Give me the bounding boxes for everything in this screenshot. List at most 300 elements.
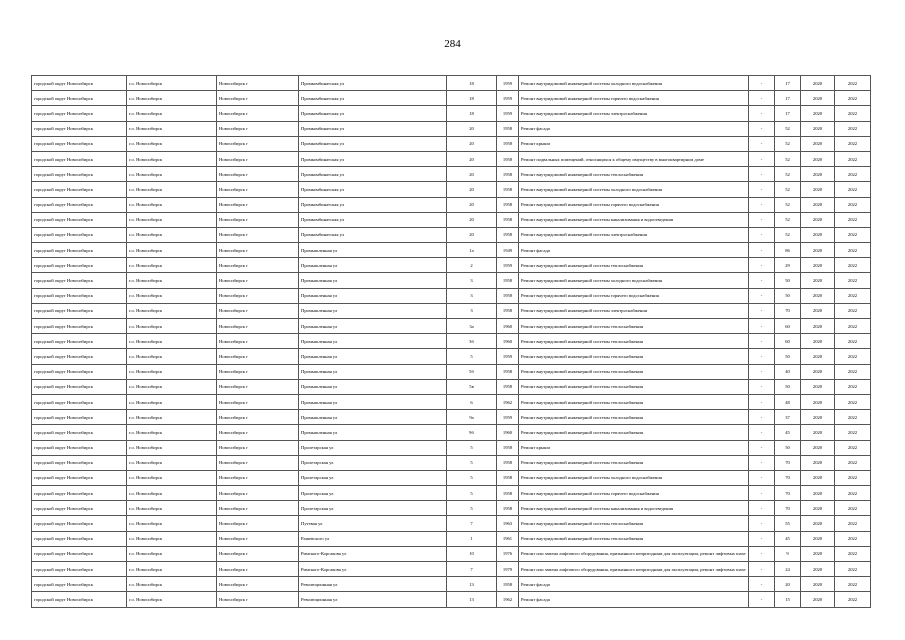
cell-settlement: Новосибирск г: [217, 182, 299, 197]
cell-work-type: Ремонт фасада: [519, 577, 749, 592]
cell-cost: 45: [775, 531, 801, 546]
cell-build-year: 1976: [497, 546, 519, 561]
cell-funding: -: [749, 531, 775, 546]
cell-house-number: 5: [447, 470, 497, 485]
table-row: [32, 562, 871, 577]
cell-settlement: Новосибирск г: [217, 516, 299, 531]
cell-start-year: 2020: [801, 394, 835, 409]
cell-street: Промышленная ул: [299, 410, 447, 425]
cell-funding: -: [749, 258, 775, 273]
cell-municipal-district: городской округ Новосибирск: [32, 303, 127, 318]
cell-work-type: Ремонт внутридомовой инженерной системы холодного водоснабжения: [519, 470, 749, 485]
cell-house-number: 5: [447, 501, 497, 516]
cell-cost: 29: [775, 258, 801, 273]
cell-start-year: 2020: [801, 303, 835, 318]
cell-funding: -: [749, 440, 775, 455]
cell-cost: 70: [775, 303, 801, 318]
cell-municipal-district: городской округ Новосибирск: [32, 592, 127, 607]
cell-house-number: 20: [447, 182, 497, 197]
cell-street: Пролетарская ул: [299, 501, 447, 516]
cell-build-year: 1958: [497, 136, 519, 151]
table-row: [32, 592, 871, 607]
cell-end-year: 2022: [835, 136, 871, 151]
cell-municipal-district: городской округ Новосибирск: [32, 76, 127, 91]
cell-start-year: 2020: [801, 364, 835, 379]
cell-street: Промкомбинатская ул: [299, 182, 447, 197]
cell-municipal-district: городской округ Новосибирск: [32, 470, 127, 485]
cell-cost: 52: [775, 136, 801, 151]
cell-start-year: 2020: [801, 288, 835, 303]
cell-house-number: 10: [447, 546, 497, 561]
cell-municipality: г.о. Новосибирск: [127, 106, 217, 121]
cell-municipality: г.о. Новосибирск: [127, 334, 217, 349]
cell-street: Промкомбинатская ул: [299, 91, 447, 106]
cell-municipality: г.о. Новосибирск: [127, 197, 217, 212]
cell-end-year: 2022: [835, 455, 871, 470]
table-row: [32, 319, 871, 334]
cell-cost: 52: [775, 121, 801, 136]
table-row: [32, 349, 871, 364]
cell-house-number: 3б: [447, 334, 497, 349]
cell-municipality: г.о. Новосибирск: [127, 136, 217, 151]
cell-work-type: Ремонт внутридомовой инженерной системы теплоснабжения: [519, 516, 749, 531]
table-row: [32, 516, 871, 531]
cell-work-type: Ремонт внутридомовой инженерной системы канализования и водоотведения: [519, 212, 749, 227]
cell-street: Революционная ул: [299, 577, 447, 592]
cell-settlement: Новосибирск г: [217, 136, 299, 151]
table-row: [32, 501, 871, 516]
cell-house-number: 7: [447, 516, 497, 531]
cell-street: Промышленная ул: [299, 394, 447, 409]
cell-work-type: Ремонт внутридомовой инженерной системы теплоснабжения: [519, 379, 749, 394]
table-row: [32, 197, 871, 212]
cell-municipality: г.о. Новосибирск: [127, 394, 217, 409]
cell-cost: 70: [775, 455, 801, 470]
cell-street: Промкомбинатская ул: [299, 121, 447, 136]
cell-funding: -: [749, 197, 775, 212]
cell-build-year: 1959: [497, 349, 519, 364]
cell-street: Пролетарская ул: [299, 470, 447, 485]
cell-municipal-district: городской округ Новосибирск: [32, 182, 127, 197]
table-row: [32, 425, 871, 440]
cell-street: Промышленная ул: [299, 303, 447, 318]
cell-funding: -: [749, 349, 775, 364]
cell-house-number: 7: [447, 562, 497, 577]
cell-municipal-district: городской округ Новосибирск: [32, 319, 127, 334]
cell-house-number: 20: [447, 227, 497, 242]
cell-municipal-district: городской округ Новосибирск: [32, 364, 127, 379]
cell-build-year: 1958: [497, 212, 519, 227]
cell-build-year: 1962: [497, 394, 519, 409]
cell-funding: -: [749, 562, 775, 577]
cell-municipality: г.о. Новосибирск: [127, 379, 217, 394]
cell-municipal-district: городской округ Новосибирск: [32, 288, 127, 303]
cell-work-type: Ремонт внутридомовой инженерной системы электроснабжения: [519, 106, 749, 121]
cell-settlement: Новосибирск г: [217, 334, 299, 349]
cell-funding: -: [749, 151, 775, 166]
cell-cost: 17: [775, 91, 801, 106]
cell-end-year: 2022: [835, 121, 871, 136]
cell-cost: 15: [775, 592, 801, 607]
cell-settlement: Новосибирск г: [217, 121, 299, 136]
cell-settlement: Новосибирск г: [217, 319, 299, 334]
cell-settlement: Новосибирск г: [217, 531, 299, 546]
cell-municipal-district: городской округ Новосибирск: [32, 394, 127, 409]
cell-build-year: 1958: [497, 151, 519, 166]
table-row: [32, 394, 871, 409]
cell-work-type: Ремонт внутридомовой инженерной системы холодного водоснабжения: [519, 182, 749, 197]
cell-settlement: Новосибирск г: [217, 288, 299, 303]
cell-house-number: 5в: [447, 379, 497, 394]
cell-start-year: 2020: [801, 410, 835, 425]
cell-funding: -: [749, 470, 775, 485]
cell-work-type: Ремонт крыши: [519, 440, 749, 455]
cell-house-number: 3: [447, 288, 497, 303]
cell-municipal-district: городской округ Новосибирск: [32, 121, 127, 136]
cell-funding: -: [749, 288, 775, 303]
cell-settlement: Новосибирск г: [217, 486, 299, 501]
cell-municipality: г.о. Новосибирск: [127, 319, 217, 334]
cell-municipal-district: городской округ Новосибирск: [32, 455, 127, 470]
cell-house-number: 20: [447, 167, 497, 182]
cell-settlement: Новосибирск г: [217, 197, 299, 212]
cell-settlement: Новосибирск г: [217, 440, 299, 455]
cell-house-number: 3: [447, 303, 497, 318]
cell-work-type: Ремонт внутридомовой инженерной системы теплоснабжения: [519, 364, 749, 379]
cell-start-year: 2020: [801, 546, 835, 561]
cell-settlement: Новосибирск г: [217, 258, 299, 273]
cell-street: Промышленная ул: [299, 379, 447, 394]
cell-house-number: 5: [447, 440, 497, 455]
cell-street: Промкомбинатская ул: [299, 151, 447, 166]
cell-settlement: Новосибирск г: [217, 410, 299, 425]
table-row: [32, 258, 871, 273]
cell-build-year: 1958: [497, 197, 519, 212]
cell-start-year: 2020: [801, 562, 835, 577]
cell-work-type: Ремонт фасада: [519, 592, 749, 607]
cell-cost: 40: [775, 364, 801, 379]
cell-start-year: 2020: [801, 258, 835, 273]
cell-end-year: 2022: [835, 592, 871, 607]
cell-funding: -: [749, 91, 775, 106]
cell-street: Промкомбинатская ул: [299, 106, 447, 121]
cell-settlement: Новосибирск г: [217, 455, 299, 470]
cell-work-type: Ремонт крыши: [519, 136, 749, 151]
cell-start-year: 2020: [801, 121, 835, 136]
cell-start-year: 2020: [801, 243, 835, 258]
cell-end-year: 2022: [835, 562, 871, 577]
cell-settlement: Новосибирск г: [217, 349, 299, 364]
cell-funding: -: [749, 227, 775, 242]
cell-municipal-district: городской округ Новосибирск: [32, 516, 127, 531]
cell-cost: 50: [775, 379, 801, 394]
cell-funding: -: [749, 455, 775, 470]
cell-build-year: 1960: [497, 425, 519, 440]
cell-end-year: 2022: [835, 273, 871, 288]
cell-municipal-district: городской округ Новосибирск: [32, 258, 127, 273]
cell-municipal-district: городской округ Новосибирск: [32, 531, 127, 546]
table-row: [32, 243, 871, 258]
table-row: [32, 76, 871, 91]
cell-start-year: 2020: [801, 486, 835, 501]
cell-work-type: Ремонт внутридомовой инженерной системы канализования и водоотведения: [519, 501, 749, 516]
cell-funding: -: [749, 486, 775, 501]
table-row: [32, 151, 871, 166]
cell-build-year: 1958: [497, 379, 519, 394]
cell-municipality: г.о. Новосибирск: [127, 303, 217, 318]
cell-house-number: 20: [447, 151, 497, 166]
table-row: [32, 410, 871, 425]
cell-settlement: Новосибирск г: [217, 212, 299, 227]
cell-cost: 37: [775, 410, 801, 425]
table-row: [32, 531, 871, 546]
cell-start-year: 2020: [801, 440, 835, 455]
cell-end-year: 2022: [835, 334, 871, 349]
cell-funding: -: [749, 516, 775, 531]
table-row: [32, 455, 871, 470]
cell-house-number: 20: [447, 212, 497, 227]
cell-cost: 50: [775, 288, 801, 303]
table-row: [32, 106, 871, 121]
cell-street: Промышленная ул: [299, 319, 447, 334]
cell-end-year: 2022: [835, 76, 871, 91]
cell-street: Революционная ул: [299, 592, 447, 607]
cell-start-year: 2020: [801, 91, 835, 106]
cell-end-year: 2022: [835, 258, 871, 273]
cell-settlement: Новосибирск г: [217, 243, 299, 258]
cell-municipality: г.о. Новосибирск: [127, 258, 217, 273]
cell-settlement: Новосибирск г: [217, 394, 299, 409]
cell-house-number: 18: [447, 106, 497, 121]
cell-cost: 48: [775, 394, 801, 409]
cell-municipality: г.о. Новосибирск: [127, 151, 217, 166]
cell-funding: -: [749, 167, 775, 182]
cell-cost: 70: [775, 501, 801, 516]
cell-work-type: Ремонт внутридомовой инженерной системы горячего водоснабжения: [519, 486, 749, 501]
cell-municipality: г.о. Новосибирск: [127, 562, 217, 577]
cell-municipal-district: городской округ Новосибирск: [32, 425, 127, 440]
cell-street: Промышленная ул: [299, 243, 447, 258]
cell-settlement: Новосибирск г: [217, 91, 299, 106]
cell-build-year: 1959: [497, 410, 519, 425]
cell-settlement: Новосибирск г: [217, 562, 299, 577]
cell-settlement: Новосибирск г: [217, 592, 299, 607]
cell-house-number: 18: [447, 76, 497, 91]
cell-start-year: 2020: [801, 516, 835, 531]
cell-build-year: 1958: [497, 288, 519, 303]
cell-cost: 70: [775, 486, 801, 501]
cell-street: Промкомбинатская ул: [299, 167, 447, 182]
cell-end-year: 2022: [835, 212, 871, 227]
cell-start-year: 2020: [801, 227, 835, 242]
cell-work-type: Ремонт внутридомовой инженерной системы теплоснабжения: [519, 334, 749, 349]
cell-municipality: г.о. Новосибирск: [127, 243, 217, 258]
cell-build-year: 1958: [497, 455, 519, 470]
cell-end-year: 2022: [835, 440, 871, 455]
cell-end-year: 2022: [835, 379, 871, 394]
cell-build-year: 1960: [497, 334, 519, 349]
cell-settlement: Новосибирск г: [217, 379, 299, 394]
cell-municipality: г.о. Новосибирск: [127, 470, 217, 485]
cell-settlement: Новосибирск г: [217, 501, 299, 516]
cell-build-year: 1979: [497, 562, 519, 577]
cell-start-year: 2020: [801, 592, 835, 607]
cell-street: Промкомбинатская ул: [299, 136, 447, 151]
cell-work-type: Ремонт или замена лифтового оборудования, признанного непригодным для эксплуатации, ремонт лифтовых шахт: [519, 546, 749, 561]
cell-cost: 70: [775, 470, 801, 485]
cell-end-year: 2022: [835, 182, 871, 197]
table-row: [32, 288, 871, 303]
table-row: [32, 167, 871, 182]
cell-settlement: Новосибирск г: [217, 151, 299, 166]
cell-municipal-district: городской округ Новосибирск: [32, 151, 127, 166]
cell-build-year: 1958: [497, 486, 519, 501]
cell-cost: 60: [775, 334, 801, 349]
cell-house-number: 20: [447, 121, 497, 136]
cell-municipality: г.о. Новосибирск: [127, 91, 217, 106]
cell-cost: 24: [775, 562, 801, 577]
cell-build-year: 1958: [497, 167, 519, 182]
cell-start-year: 2020: [801, 212, 835, 227]
cell-street: Промышленная ул: [299, 258, 447, 273]
cell-cost: 52: [775, 227, 801, 242]
cell-house-number: 13: [447, 592, 497, 607]
cell-street: Промышленная ул: [299, 288, 447, 303]
cell-work-type: Ремонт внутридомовой инженерной системы теплоснабжения: [519, 425, 749, 440]
table-row: [32, 546, 871, 561]
cell-municipality: г.о. Новосибирск: [127, 501, 217, 516]
cell-work-type: Ремонт внутридомовой инженерной системы горячего водоснабжения: [519, 91, 749, 106]
cell-municipality: г.о. Новосибирск: [127, 577, 217, 592]
cell-settlement: Новосибирск г: [217, 425, 299, 440]
cell-municipality: г.о. Новосибирск: [127, 227, 217, 242]
cell-work-type: Ремонт внутридомовой инженерной системы теплоснабжения: [519, 349, 749, 364]
cell-street: Рашевского ул: [299, 531, 447, 546]
cell-house-number: 1: [447, 531, 497, 546]
cell-cost: 55: [775, 516, 801, 531]
cell-funding: -: [749, 379, 775, 394]
cell-end-year: 2022: [835, 577, 871, 592]
cell-start-year: 2020: [801, 106, 835, 121]
cell-settlement: Новосибирск г: [217, 273, 299, 288]
cell-work-type: Ремонт внутридомовой инженерной системы электроснабжения: [519, 227, 749, 242]
cell-build-year: 1958: [497, 364, 519, 379]
cell-funding: -: [749, 273, 775, 288]
cell-end-year: 2022: [835, 410, 871, 425]
cell-municipality: г.о. Новосибирск: [127, 410, 217, 425]
cell-work-type: Ремонт внутридомовой инженерной системы холодного водоснабжения: [519, 273, 749, 288]
cell-work-type: Ремонт или замена лифтового оборудования, признанного непригодным для эксплуатации, ремонт лифтовых шахт: [519, 562, 749, 577]
cell-municipal-district: городской округ Новосибирск: [32, 91, 127, 106]
cell-street: Пролетарская ул: [299, 486, 447, 501]
cell-cost: 86: [775, 243, 801, 258]
cell-municipality: г.о. Новосибирск: [127, 212, 217, 227]
table-row: [32, 121, 871, 136]
cell-end-year: 2022: [835, 243, 871, 258]
cell-funding: -: [749, 106, 775, 121]
cell-municipality: г.о. Новосибирск: [127, 349, 217, 364]
cell-house-number: 5: [447, 455, 497, 470]
cell-municipality: г.о. Новосибирск: [127, 121, 217, 136]
cell-funding: -: [749, 243, 775, 258]
cell-funding: -: [749, 501, 775, 516]
cell-cost: 52: [775, 212, 801, 227]
cell-start-year: 2020: [801, 319, 835, 334]
cell-build-year: 1960: [497, 319, 519, 334]
cell-municipality: г.о. Новосибирск: [127, 182, 217, 197]
cell-start-year: 2020: [801, 425, 835, 440]
cell-build-year: 1962: [497, 592, 519, 607]
cell-start-year: 2020: [801, 349, 835, 364]
cell-start-year: 2020: [801, 76, 835, 91]
cell-end-year: 2022: [835, 91, 871, 106]
cell-municipality: г.о. Новосибирск: [127, 425, 217, 440]
cell-cost: 52: [775, 151, 801, 166]
cell-municipal-district: городской округ Новосибирск: [32, 379, 127, 394]
cell-start-year: 2020: [801, 197, 835, 212]
cell-house-number: 3: [447, 273, 497, 288]
cell-street: Римского-Корсакова ул: [299, 546, 447, 561]
cell-end-year: 2022: [835, 106, 871, 121]
cell-end-year: 2022: [835, 319, 871, 334]
cell-municipality: г.о. Новосибирск: [127, 364, 217, 379]
cell-end-year: 2022: [835, 349, 871, 364]
cell-cost: 9: [775, 546, 801, 561]
cell-municipality: г.о. Новосибирск: [127, 288, 217, 303]
cell-house-number: 3а: [447, 319, 497, 334]
cell-end-year: 2022: [835, 167, 871, 182]
cell-municipal-district: городской округ Новосибирск: [32, 243, 127, 258]
table-row: [32, 470, 871, 485]
cell-build-year: 1958: [497, 501, 519, 516]
cell-municipality: г.о. Новосибирск: [127, 546, 217, 561]
cell-municipal-district: городской округ Новосибирск: [32, 334, 127, 349]
cell-municipal-district: городской округ Новосибирск: [32, 273, 127, 288]
cell-build-year: 1963: [497, 516, 519, 531]
cell-municipal-district: городской округ Новосибирск: [32, 167, 127, 182]
cell-funding: -: [749, 592, 775, 607]
cell-municipality: г.о. Новосибирск: [127, 440, 217, 455]
cell-end-year: 2022: [835, 227, 871, 242]
cell-build-year: 1958: [497, 577, 519, 592]
cell-street: Промкомбинатская ул: [299, 76, 447, 91]
page-number: 284: [444, 38, 461, 50]
cell-build-year: 1959: [497, 258, 519, 273]
cell-funding: -: [749, 121, 775, 136]
cell-municipal-district: городской округ Новосибирск: [32, 440, 127, 455]
cell-street: Промкомбинатская ул: [299, 212, 447, 227]
cell-build-year: 1949: [497, 243, 519, 258]
cell-build-year: 1959: [497, 91, 519, 106]
cell-build-year: 1958: [497, 273, 519, 288]
cell-street: Римского-Корсакова ул: [299, 562, 447, 577]
cell-municipal-district: городской округ Новосибирск: [32, 562, 127, 577]
cell-cost: 17: [775, 106, 801, 121]
cell-cost: 60: [775, 319, 801, 334]
cell-end-year: 2022: [835, 197, 871, 212]
cell-funding: -: [749, 334, 775, 349]
cell-municipality: г.о. Новосибирск: [127, 76, 217, 91]
cell-build-year: 1958: [497, 121, 519, 136]
cell-house-number: 6: [447, 394, 497, 409]
cell-end-year: 2022: [835, 531, 871, 546]
cell-street: Промкомбинатская ул: [299, 227, 447, 242]
cell-work-type: Ремонт внутридомовой инженерной системы теплоснабжения: [519, 167, 749, 182]
cell-work-type: Ремонт внутридомовой инженерной системы холодного водоснабжения: [519, 76, 749, 91]
cell-start-year: 2020: [801, 501, 835, 516]
cell-build-year: 1958: [497, 470, 519, 485]
cell-funding: -: [749, 410, 775, 425]
